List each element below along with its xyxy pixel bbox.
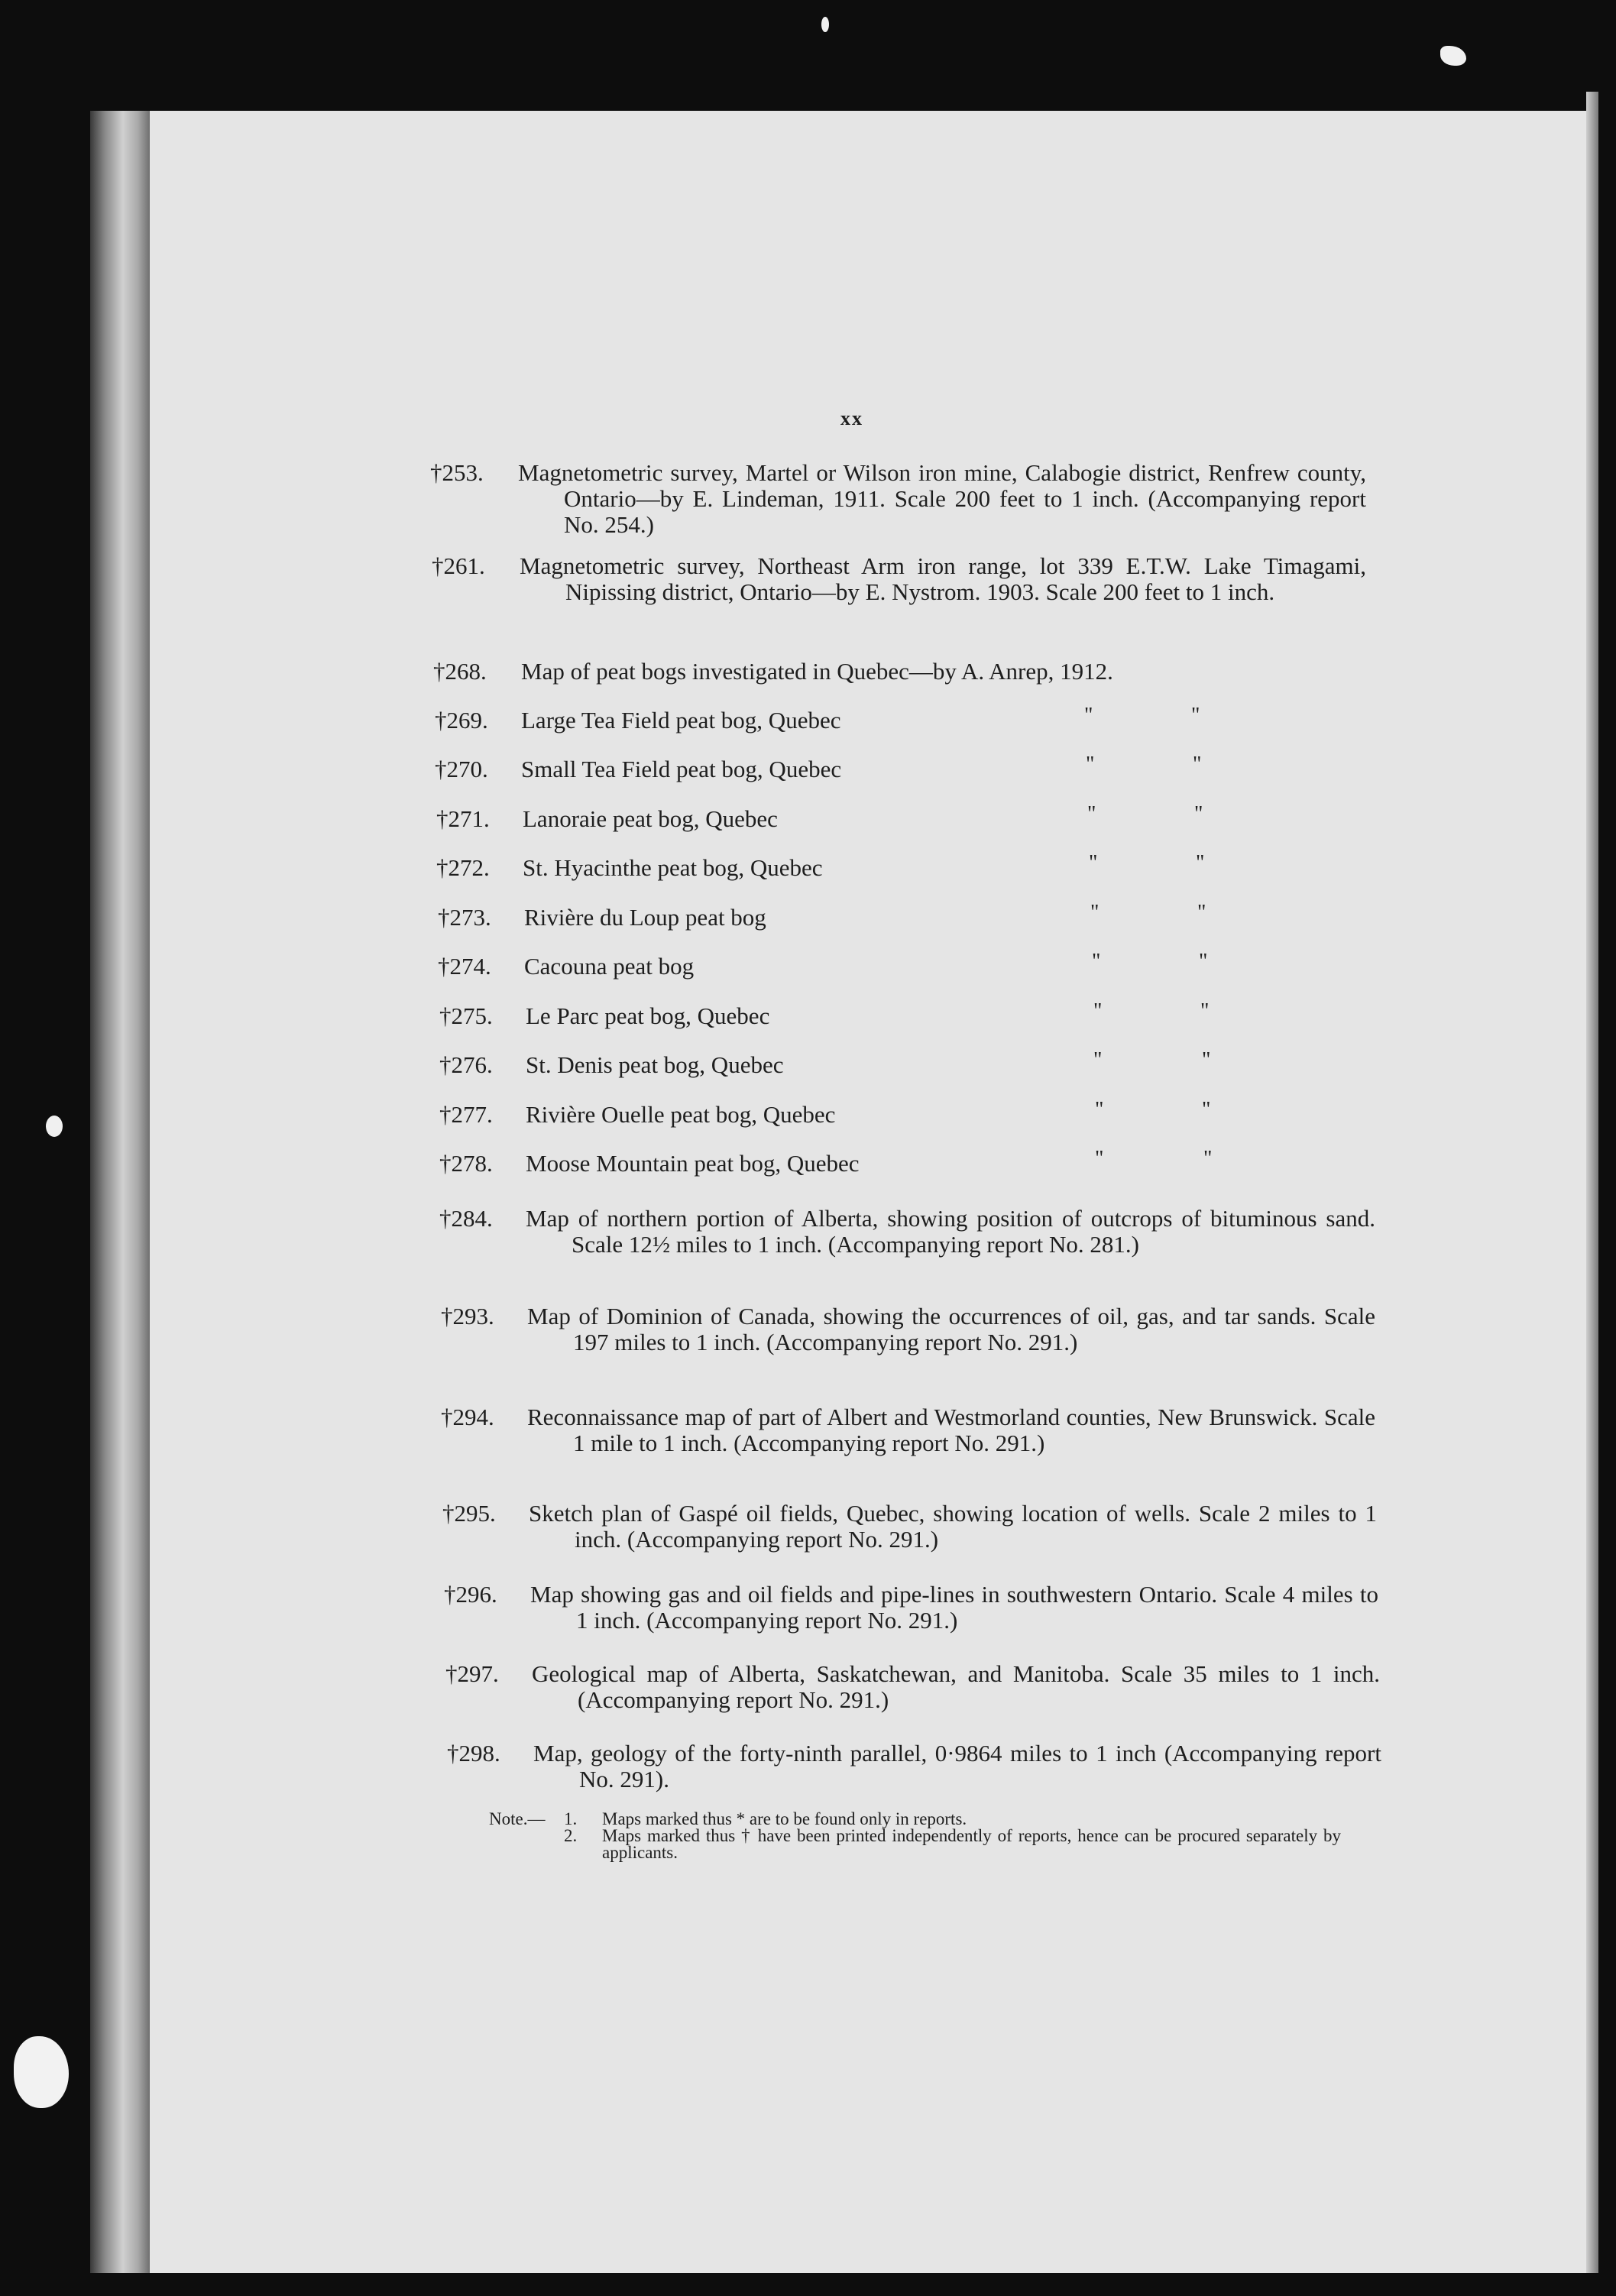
entry-number: †270. [435, 756, 488, 782]
entry-number: †261. [432, 552, 485, 579]
entry-text: Geological map of Alberta, Saskatchewan, and Manitoba. Scale 35 miles to 1 inch. (Accompanying report No. 291.) [532, 1660, 1380, 1713]
entry-text: Reconnaissance map of part of Albert and Westmorland counties, New Brunswick. Scale 1 mile to 1 inch. (Accompanying report No. 291.) [527, 1404, 1375, 1456]
binding-gutter [90, 111, 150, 2273]
ditto-mark: " [1202, 1098, 1211, 1122]
footnote-text: Maps marked thus † have been printed independently of reports, hence can be procured separately by applicants. [602, 1826, 1341, 1862]
ditto-mark: " [1197, 901, 1206, 925]
ditto-mark: " [1092, 950, 1101, 973]
entry-number: †271. [436, 805, 490, 832]
entry-text: Large Tea Field peat bog, Quebec [521, 707, 841, 733]
entry-text: St. Hyacinthe peat bog, Quebec [523, 854, 823, 881]
ditto-mark: " [1087, 802, 1096, 826]
entry-text: Lanoraie peat bog, Quebec [523, 805, 778, 832]
entry-text: Magnetometric survey, Northeast Arm iron range, lot 339 E.T.W. Lake Timagami, Nipissing district, Ontario—by E. Nystrom. 1903. Scale 200 feet to 1 inch. [520, 552, 1366, 605]
footnote-number: 1. [564, 1809, 578, 1828]
ditto-mark: " [1200, 999, 1210, 1023]
ditto-mark: " [1196, 851, 1205, 875]
entry-text: Sketch plan of Gaspé oil fields, Quebec, showing location of wells. Scale 2 miles to 1 inch. (Accompanying report No. 291.) [529, 1500, 1377, 1553]
entry-number: †295. [442, 1500, 496, 1527]
entry-text: Magnetometric survey, Martel or Wilson iron mine, Calabogie district, Renfrew county, Ontario—by E. Lindeman, 1911. Scale 200 feet to 1 inch. (Accompanying report No. 254.) [518, 459, 1366, 538]
page-edge [1586, 92, 1598, 2273]
scan-blot [14, 2036, 69, 2108]
page-folio: xx [840, 407, 863, 429]
scan-speck [821, 17, 829, 32]
entry-text: Moose Mountain peat bog, Quebec [526, 1150, 860, 1177]
ditto-mark: " [1202, 1048, 1211, 1072]
ditto-mark: " [1194, 802, 1203, 826]
entry-text: Rivière Ouelle peat bog, Quebec [526, 1101, 836, 1128]
footnote-text: Maps marked thus * are to be found only in reports. [602, 1809, 967, 1828]
entry-number: †298. [447, 1740, 500, 1767]
entry-number: †269. [435, 707, 488, 733]
entry-number: †274. [438, 953, 491, 980]
entry-text: St. Denis peat bog, Quebec [526, 1051, 784, 1078]
ditto-mark: " [1084, 704, 1093, 727]
entry-number: †294. [441, 1404, 494, 1430]
entry-text: Map of peat bogs investigated in Quebec—by A. Anrep, 1912. [521, 658, 1113, 685]
ditto-mark: " [1095, 1098, 1104, 1122]
ditto-mark: " [1093, 999, 1103, 1023]
entry-number: †297. [445, 1660, 499, 1687]
footnote-lead: Note.— [489, 1809, 546, 1828]
footnote-number: 2. [564, 1826, 578, 1845]
entry-number: †284. [439, 1205, 493, 1232]
entry-text: Map of Dominion of Canada, showing the occurrences of oil, gas, and tar sands. Scale 197 miles to 1 inch. (Accompanying report No. 291.) [527, 1303, 1375, 1355]
ditto-mark: " [1095, 1147, 1104, 1171]
entry-number: †276. [439, 1051, 493, 1078]
entry-text: Le Parc peat bog, Quebec [526, 1002, 770, 1029]
entry-text: Cacouna peat bog [524, 953, 695, 980]
entry-number: †278. [439, 1150, 493, 1177]
entry-text: Map of northern portion of Alberta, showing position of outcrops of bituminous sand. Scale 12½ miles to 1 inch. (Accompanying report No. 281.) [526, 1205, 1375, 1258]
entry-text: Map, geology of the forty-ninth parallel, 0·9864 miles to 1 inch (Accompanying report No. 291). [533, 1740, 1381, 1792]
ditto-mark: " [1193, 753, 1202, 776]
ditto-mark: " [1089, 851, 1098, 875]
entry-number: †272. [436, 854, 490, 881]
entry-text: Map showing gas and oil fields and pipe-lines in southwestern Ontario. Scale 4 miles to 1 inch. (Accompanying report No. 291.) [530, 1581, 1378, 1634]
ditto-mark: " [1199, 950, 1208, 973]
scan-speck [46, 1116, 63, 1137]
entry-number: †253. [430, 459, 484, 486]
scanned-page [150, 111, 1586, 2273]
ditto-mark: " [1191, 704, 1200, 727]
ditto-mark: " [1203, 1147, 1213, 1171]
ditto-mark: " [1090, 901, 1099, 925]
entry-text: Rivière du Loup peat bog [524, 904, 766, 931]
ditto-mark: " [1093, 1048, 1103, 1072]
entry-text: Small Tea Field peat bog, Quebec [521, 756, 842, 782]
entry-number: †277. [439, 1101, 493, 1128]
scan-speck [1440, 46, 1466, 66]
entry-number: †273. [438, 904, 491, 931]
ditto-mark: " [1086, 753, 1095, 776]
entry-number: †296. [444, 1581, 497, 1608]
entry-number: †268. [433, 658, 487, 685]
entry-number: †275. [439, 1002, 493, 1029]
entry-number: †293. [441, 1303, 494, 1329]
